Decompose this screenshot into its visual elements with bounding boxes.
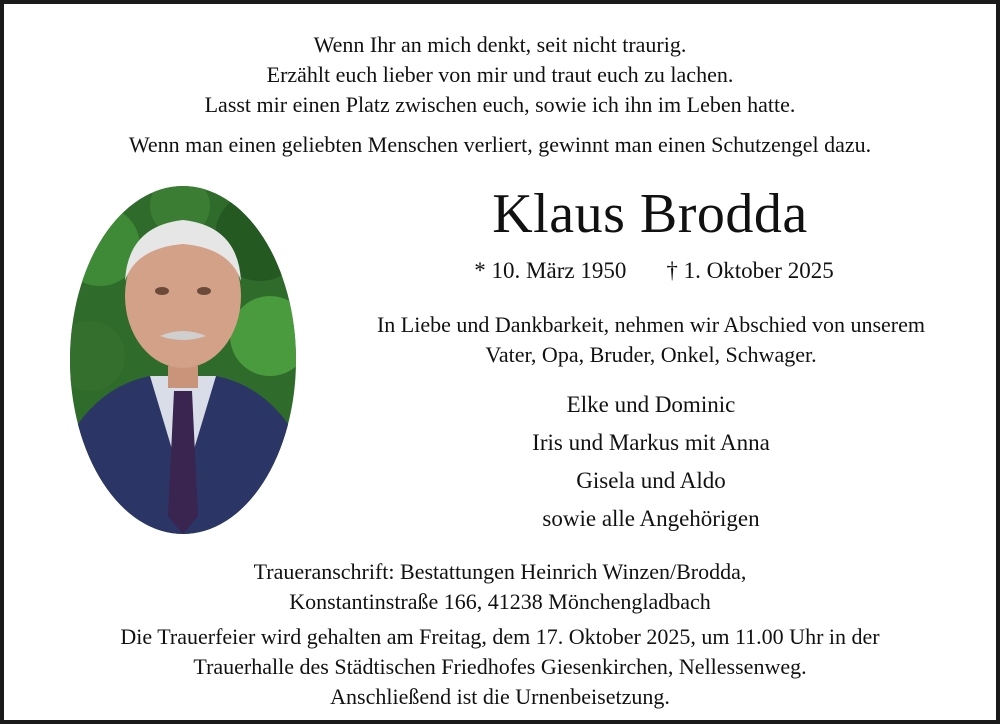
poem-line-2: Erzählt euch lieber von mir und traut euch zu lachen. [266,62,734,87]
farewell-line-2: Vater, Opa, Bruder, Onkel, Schwager. [485,342,817,367]
family-member: Gisela und Aldo [576,468,726,493]
life-dates [344,258,964,284]
portrait-photo [70,186,296,534]
poem-line-4: Wenn man einen geliebten Menschen verliert, gewinnt man einen Schutzengel dazu. [128,132,872,157]
deceased-name: Klaus Brodda [492,183,808,245]
poem-line-3: Lasst mir einen Platz zwischen euch, sowie ich ihn im Leben hatte. [204,92,796,117]
address-line-2: Konstantinstraße 166, 41238 Mönchengladbach [289,589,711,614]
ceremony-line-2: Trauerhalle des Städtischen Friedhofes Giesenkirchen, Nellessenweg. [193,654,807,679]
farewell-line-1: In Liebe und Dankbarkeit, nehmen wir Abschied von unserem [376,312,925,337]
family-member: sowie alle Angehörigen [542,506,760,531]
family-member: Elke und Dominic [566,392,736,417]
poem-line-1: Wenn Ihr an mich denkt, seit nicht traurig. [313,32,687,57]
ceremony-line-3: Anschließend ist die Urnenbeisetzung. [330,684,670,709]
address-line-1: Traueranschrift: Bestattungen Heinrich Winzen/Brodda, [253,559,747,584]
family-member: Iris und Markus mit Anna [532,430,770,455]
death-date: † 1. Oktober 2025 [666,258,834,283]
ceremony-line-1: Die Trauerfeier wird gehalten am Freitag, dem 17. Oktober 2025, um 11.00 Uhr in der [120,624,880,649]
birth-date: * 10. März 1950 [474,258,627,283]
portrait-illustration [70,186,296,534]
